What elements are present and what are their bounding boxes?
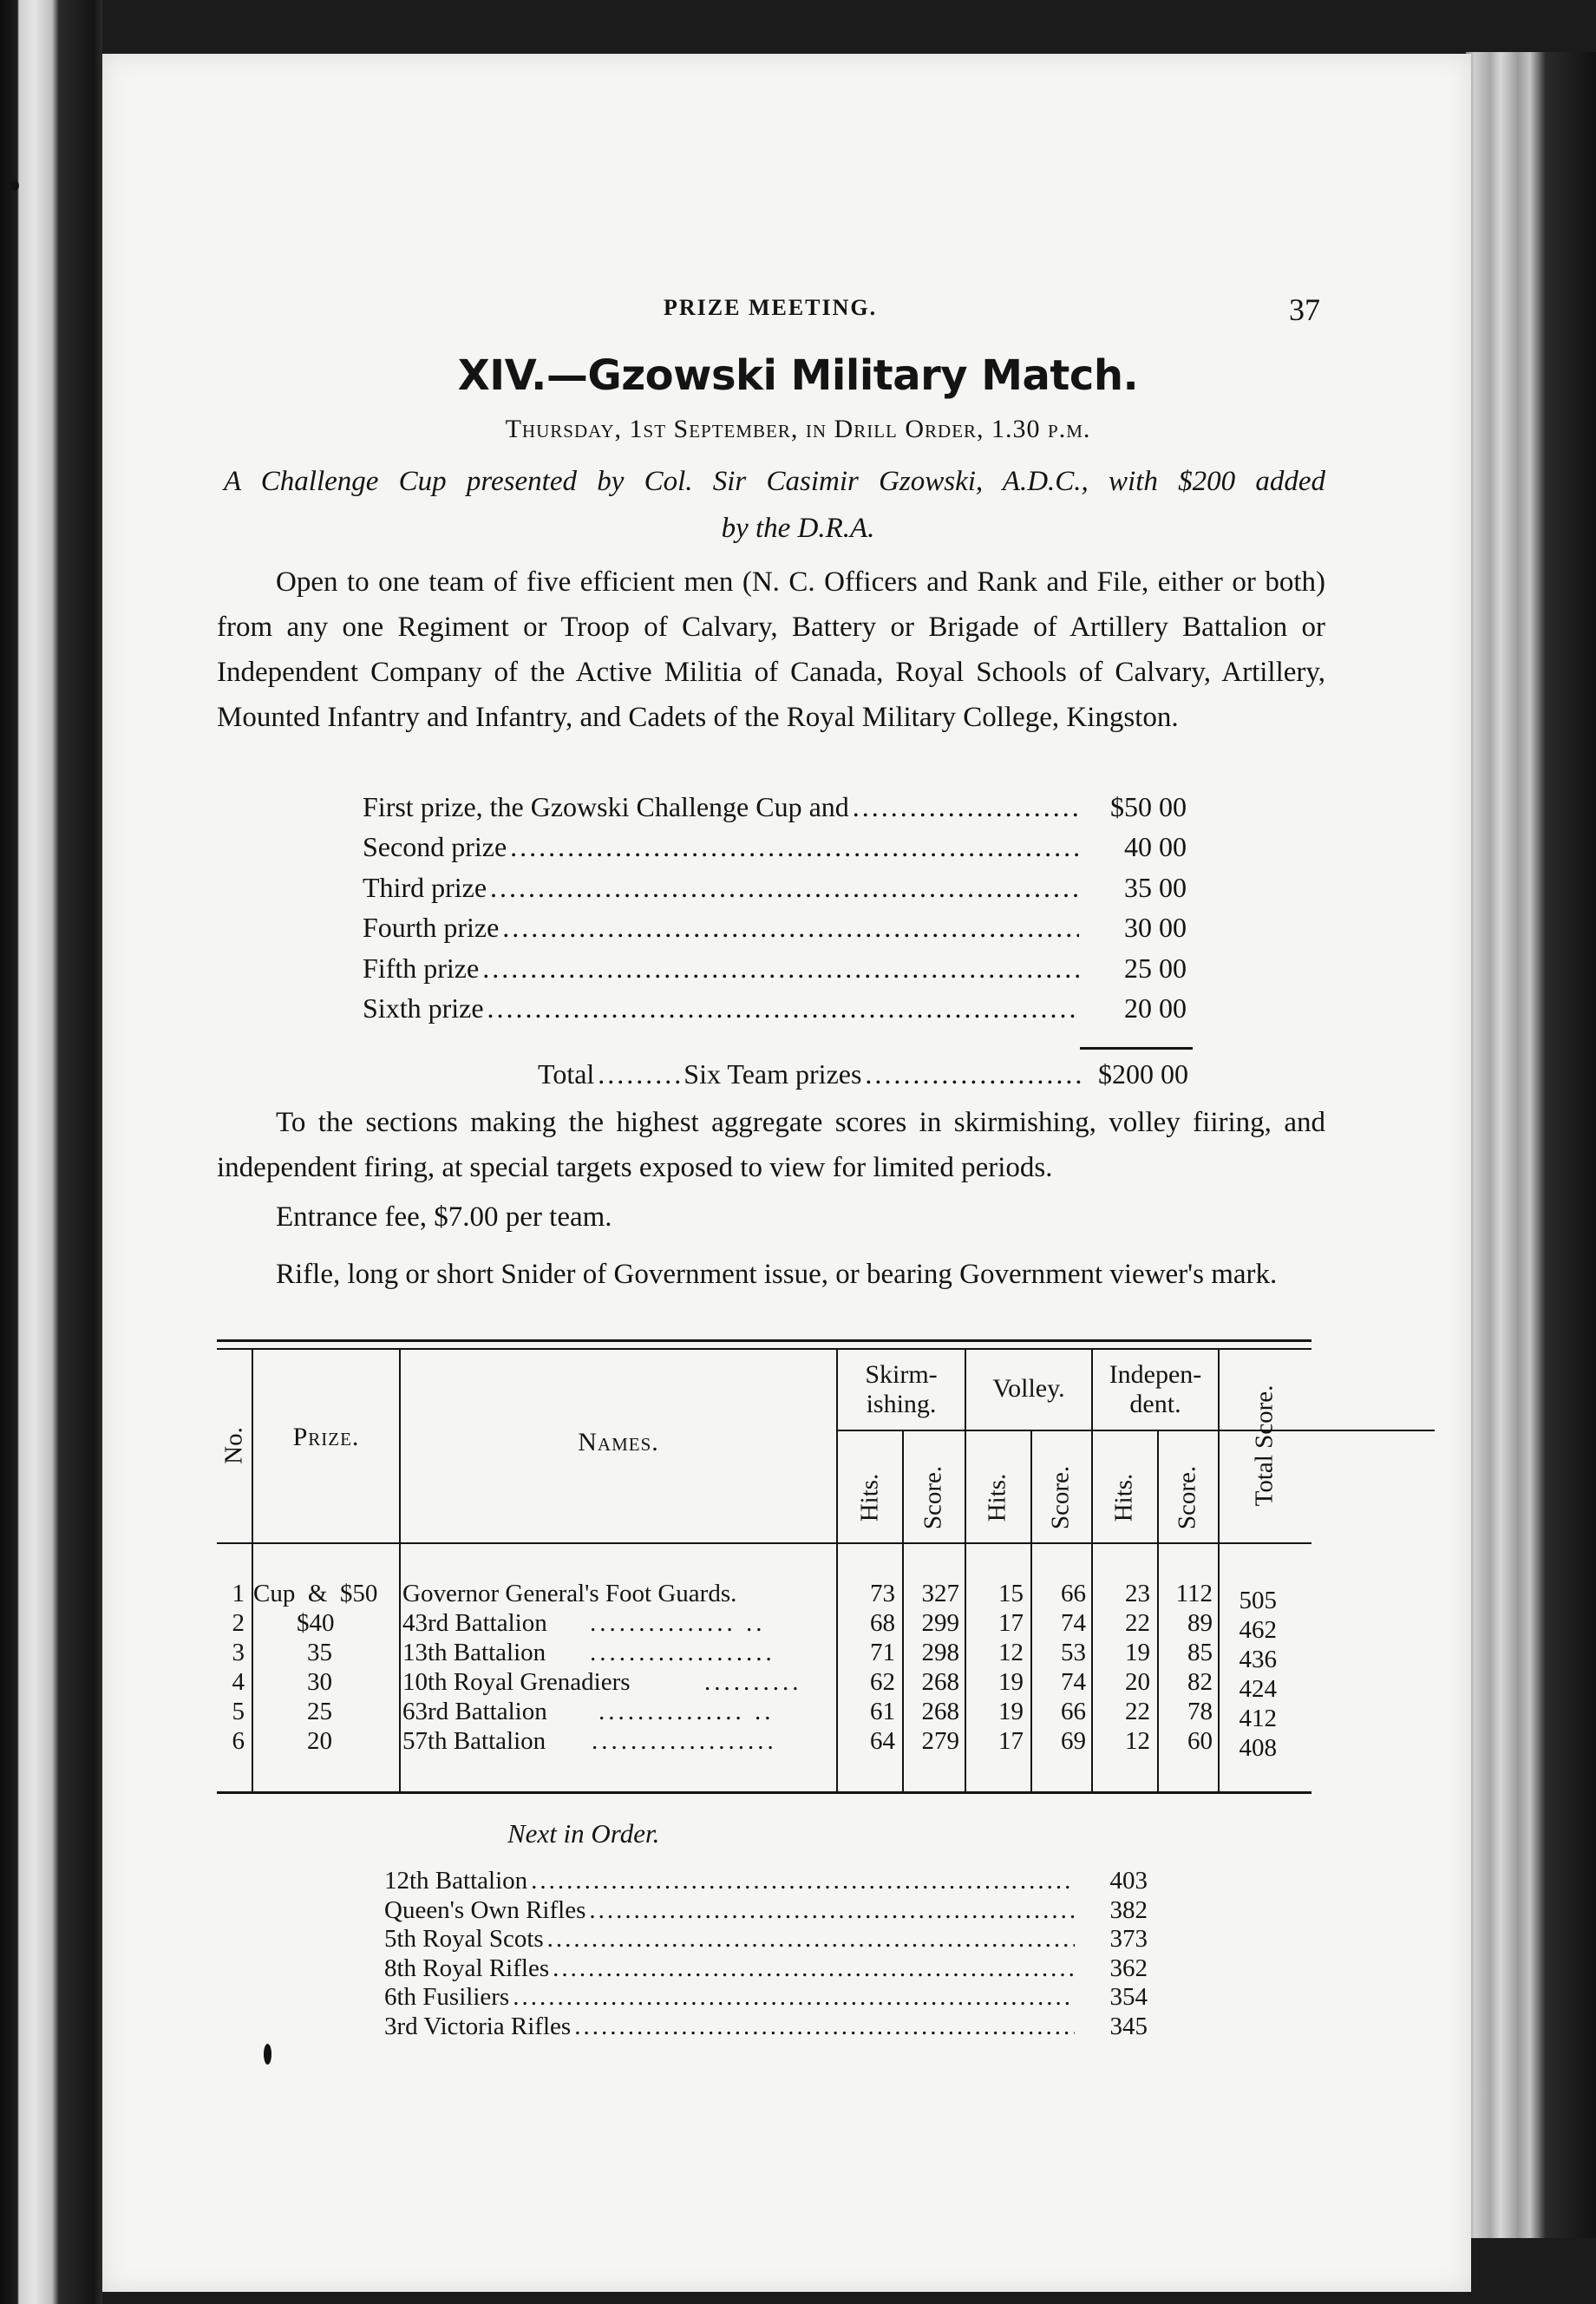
header-total-score: Total Score. [1250, 1384, 1279, 1507]
cell-in-score: 85 [1187, 1639, 1213, 1666]
prize-total-row [538, 1058, 1188, 1090]
team-name: 12th Battalion [384, 1867, 528, 1895]
dot-leader [553, 1954, 1075, 1983]
cell-no: 1 [232, 1580, 245, 1607]
cell-no: 3 [232, 1639, 245, 1666]
header-skirmishing [838, 1360, 965, 1419]
cell-sk-hits: 71 [870, 1639, 895, 1666]
cell-sk-score: 299 [921, 1609, 959, 1637]
prize-amount: 25 00 [1124, 952, 1187, 984]
team-name: 8th Royal Rifles [384, 1954, 550, 1982]
challenge-cup-line-continued: by the D.R.A. [721, 513, 875, 544]
prize-row [363, 989, 1187, 1030]
cell-in-score: 82 [1187, 1668, 1213, 1696]
total-description: Six Team prizes [684, 1058, 862, 1090]
cell-in-hits: 12 [1125, 1727, 1150, 1755]
header-sk-hits: Hits. [855, 1473, 884, 1522]
table-top-rule [217, 1348, 1311, 1350]
prize-label: Fifth prize [363, 952, 480, 984]
match-title: XIV.—Gzowski Military Match. [457, 351, 1139, 400]
cell-no: 4 [232, 1668, 245, 1696]
cell-in-hits: 19 [1125, 1639, 1150, 1666]
cell-sk-score: 279 [921, 1727, 959, 1755]
cell-in-hits: 20 [1125, 1668, 1150, 1696]
dot-leader: ................... [592, 1727, 777, 1755]
eligibility-paragraph: Open to one team of five efficient men (N. C. Officers and Rank and File, either or both) from any one Regiment or Troop of Calvary, Battery or Brigade of Artillery Battalion or Independent Company of the Active Militia of Canada, Royal Schools of Calvary, Artillery, Mounted Infantry and Infantry, and Cadets of the Royal Military College, Kingston. [217, 566, 1325, 733]
list-item [384, 1867, 1148, 1896]
list-item [384, 1983, 1148, 2013]
cell-in-score: 78 [1187, 1698, 1213, 1725]
prize-list [363, 787, 1187, 1029]
dot-leader [490, 872, 1079, 904]
cell-prize: 35 [307, 1639, 332, 1666]
prize-label: Third prize [363, 871, 487, 903]
dot-leader [574, 2013, 1075, 2041]
cell-vo-hits: 15 [998, 1580, 1024, 1607]
cell-vo-score: 69 [1061, 1727, 1086, 1755]
list-item [384, 2013, 1148, 2042]
cell-total: 424 [1239, 1675, 1277, 1703]
team-score: 382 [1109, 1895, 1148, 1924]
dot-leader [547, 1925, 1075, 1954]
cell-total: 436 [1239, 1646, 1277, 1673]
prize-row [363, 787, 1187, 828]
header-volley: Volley. [992, 1374, 1065, 1403]
cell-in-score: 89 [1187, 1609, 1213, 1637]
prize-row [363, 867, 1187, 908]
cell-sk-hits: 68 [870, 1609, 895, 1637]
page-number: 37 [1289, 292, 1320, 327]
dot-leader: .......... [704, 1668, 802, 1696]
cell-vo-hits: 17 [998, 1609, 1024, 1637]
cell-name: 13th Battalion [402, 1639, 546, 1666]
prize-amount: 35 00 [1124, 871, 1187, 903]
cell-no: 2 [232, 1609, 245, 1637]
cell-prize: 20 [307, 1727, 332, 1755]
cell-vo-hits: 12 [998, 1639, 1024, 1666]
cell-prize: $40 [297, 1609, 335, 1637]
col-rule [252, 1350, 253, 1791]
cell-in-hits: 22 [1125, 1698, 1150, 1725]
cell-vo-score: 53 [1061, 1639, 1086, 1666]
cell-vo-hits: 19 [998, 1668, 1024, 1696]
prize-amount: $50 00 [1110, 790, 1187, 822]
header-independent-line1: Indepen- [1109, 1360, 1202, 1389]
match-subtitle: Thursday, 1st September, in Drill Order, 1.30 p.m. [505, 415, 1091, 443]
total-amount: $200 00 [1098, 1058, 1188, 1090]
dot-leader [598, 1058, 680, 1090]
team-score: 362 [1109, 1954, 1148, 1982]
header-independent-line2: dent. [1129, 1390, 1181, 1418]
cell-vo-hits: 19 [998, 1698, 1024, 1725]
dot-leader [487, 992, 1079, 1024]
cell-sk-hits: 62 [870, 1668, 895, 1696]
cell-sk-score: 268 [921, 1668, 959, 1696]
col-rule [399, 1350, 401, 1791]
header-sk-score: Score. [919, 1465, 947, 1530]
header-independent [1093, 1360, 1218, 1419]
cell-no: 6 [232, 1727, 245, 1755]
cell-in-hits: 22 [1125, 1609, 1150, 1637]
prize-amount: 30 00 [1124, 912, 1187, 944]
cell-in-hits: 23 [1125, 1580, 1150, 1607]
dot-leader [513, 1983, 1075, 2012]
cell-prize: Cup & $50 [253, 1580, 378, 1607]
cell-vo-hits: 17 [998, 1727, 1024, 1755]
next-in-order-list [384, 1867, 1148, 2041]
entrance-fee: Entrance fee, $7.00 per team. [276, 1201, 612, 1233]
header-skirmishing-line2: ishing. [866, 1390, 937, 1418]
prize-row [363, 948, 1187, 989]
prize-amount: 40 00 [1124, 831, 1187, 863]
cell-vo-score: 74 [1061, 1668, 1086, 1696]
prize-label: Second prize [363, 831, 507, 863]
list-item [384, 1954, 1148, 1984]
prize-row [363, 828, 1187, 868]
cell-sk-hits: 61 [870, 1698, 895, 1725]
header-vo-hits: Hits. [983, 1473, 1011, 1522]
cell-name: 10th Royal Grenadiers [402, 1668, 631, 1696]
cell-name: 57th Battalion [402, 1727, 546, 1755]
scan-speck [10, 180, 19, 191]
scan-speck [264, 2044, 271, 2065]
header-names: Names. [578, 1428, 659, 1456]
next-in-order-heading: Next in Order. [507, 1818, 660, 1849]
cell-sk-hits: 73 [870, 1580, 895, 1607]
cell-in-score: 112 [1175, 1580, 1213, 1607]
prize-amount: 20 00 [1124, 992, 1187, 1024]
cell-sk-score: 327 [921, 1580, 959, 1607]
header-in-hits: Hits. [1109, 1473, 1138, 1522]
prize-row [363, 908, 1187, 949]
table-header-rule [217, 1542, 1311, 1544]
header-skirmishing-line1: Skirm- [865, 1360, 938, 1389]
prize-label: Fourth prize [363, 912, 500, 944]
dot-leader [865, 1058, 1081, 1090]
total-label: Total [538, 1058, 595, 1090]
header-in-score: Score. [1173, 1465, 1201, 1530]
cell-prize: 25 [307, 1698, 332, 1725]
results-table [217, 1336, 1311, 1813]
prize-label: First prize, the Gzowski Challenge Cup and [363, 790, 849, 822]
total-rule [1080, 1047, 1193, 1050]
cell-sk-score: 298 [921, 1639, 959, 1666]
book-spine-left [0, 0, 102, 2304]
cell-name: 63rd Battalion [402, 1698, 547, 1725]
header-vo-score: Score. [1046, 1465, 1075, 1530]
dot-leader [853, 791, 1079, 823]
dot-leader [502, 912, 1079, 944]
dot-leader [589, 1896, 1075, 1925]
team-score: 345 [1109, 2012, 1148, 2040]
team-name: 3rd Victoria Rifles [384, 2012, 572, 2040]
team-score: 354 [1109, 1983, 1148, 2012]
dot-leader: ............... .. [598, 1698, 775, 1725]
dot-leader [531, 1867, 1075, 1895]
cell-total: 505 [1239, 1587, 1277, 1614]
team-name: Queen's Own Rifles [384, 1895, 586, 1924]
cell-total: 462 [1239, 1616, 1277, 1644]
cell-no: 5 [232, 1698, 245, 1725]
dot-leader: ................... [590, 1639, 775, 1666]
rifle-paragraph: Rifle, long or short Snider of Government issue, or bearing Government viewer's mark. [276, 1259, 1278, 1290]
team-score: 403 [1109, 1867, 1148, 1895]
cell-name: 43rd Battalion [402, 1609, 547, 1637]
challenge-cup-line: A Challenge Cup presented by Col. Sir Casimir Gzowski, A.D.C., with $200 added [224, 466, 1325, 497]
cell-vo-score: 74 [1061, 1609, 1086, 1637]
list-item [384, 1896, 1148, 1926]
dot-leader: ............... .. [590, 1609, 766, 1637]
list-item [384, 1925, 1148, 1954]
running-head: PRIZE MEETING. [664, 295, 878, 320]
cell-prize: 30 [307, 1668, 332, 1696]
cell-vo-score: 66 [1061, 1698, 1086, 1725]
team-name: 5th Royal Scots [384, 1925, 544, 1954]
cell-name: Governor General's Foot Guards. [402, 1580, 737, 1607]
header-prize: Prize. [292, 1423, 360, 1451]
team-score: 373 [1109, 1925, 1148, 1954]
cell-vo-score: 66 [1061, 1580, 1086, 1607]
table-bottom-rule [217, 1791, 1311, 1794]
cell-total: 412 [1239, 1705, 1277, 1732]
sections-paragraph: To the sections making the highest aggregate scores in skirmishing, volley fiiring, and independent firing, at special targets exposed to view for limited periods. [217, 1107, 1325, 1183]
team-name: 6th Fusiliers [384, 1983, 510, 2012]
cell-total: 408 [1239, 1734, 1277, 1762]
table-top-rule [217, 1339, 1311, 1342]
cell-in-score: 60 [1187, 1727, 1213, 1755]
prize-label: Sixth prize [363, 992, 484, 1024]
cell-sk-hits: 64 [870, 1727, 895, 1755]
dot-leader [510, 831, 1079, 863]
header-no: No. [219, 1427, 248, 1464]
dot-leader [482, 952, 1079, 985]
cell-sk-score: 268 [921, 1698, 959, 1725]
